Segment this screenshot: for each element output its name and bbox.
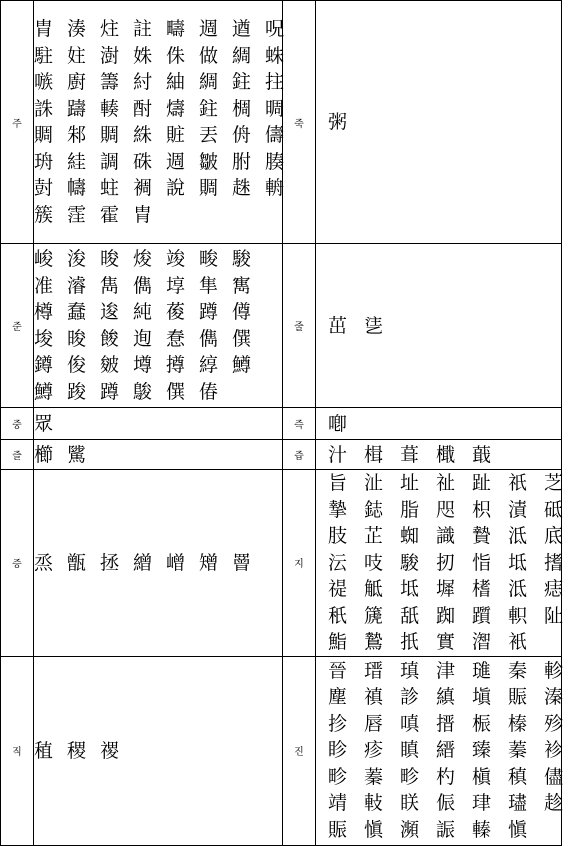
hanja-character: 湊 bbox=[67, 18, 87, 40]
hanja-character: 津 bbox=[436, 659, 456, 682]
hanja-character: 埈 bbox=[34, 327, 54, 350]
hanja-character: 隼 bbox=[199, 274, 219, 297]
hanja-character: 絓 bbox=[67, 150, 87, 173]
hanja-character: 椆 bbox=[232, 97, 252, 120]
hanja-character: 趁 bbox=[544, 792, 564, 815]
hanja-character: 晭 bbox=[265, 97, 285, 120]
hanja-character: 晙 bbox=[100, 248, 120, 270]
hanja-character: 搘 bbox=[544, 551, 564, 574]
hanja-character: 調 bbox=[100, 150, 120, 173]
hanja-character: 喞 bbox=[328, 412, 348, 435]
hanja-character: 沚 bbox=[364, 472, 384, 494]
hanja-character: 惷 bbox=[166, 327, 186, 350]
hanja-character: 臻 bbox=[472, 739, 492, 762]
hanja-line bbox=[34, 412, 282, 436]
hanja-character: 躊 bbox=[67, 97, 87, 120]
hanja-line bbox=[328, 603, 564, 630]
hanja-character: 脂 bbox=[400, 498, 420, 521]
hanja-character: 週 bbox=[166, 150, 186, 173]
hanja-character: 瑱 bbox=[400, 659, 420, 682]
hanja-characters-cell bbox=[34, 656, 283, 845]
hanja-character: 賙 bbox=[34, 124, 54, 146]
hanja-character: 週 bbox=[199, 18, 219, 40]
hanja-character: 邾 bbox=[67, 124, 87, 146]
hanja-character: 璶 bbox=[508, 792, 528, 815]
hanja-character: 紂 bbox=[133, 71, 153, 93]
hanja-character: 蛀 bbox=[100, 177, 120, 199]
hanja-character: 逡 bbox=[100, 301, 120, 323]
hanja-character: 粥 bbox=[328, 111, 348, 133]
hanja-character: 尌 bbox=[34, 177, 54, 199]
hanja-character: 嗾 bbox=[34, 71, 54, 93]
reading-syllable-cell: 직 bbox=[1, 656, 34, 845]
hanja-character: 蓁 bbox=[508, 739, 528, 762]
hanja-character: 純 bbox=[133, 301, 153, 323]
hanja-line bbox=[328, 576, 564, 603]
hanja-characters-cell bbox=[316, 470, 562, 657]
hanja-character: 觝 bbox=[364, 578, 384, 600]
hanja-character: 胕 bbox=[232, 150, 252, 173]
hanja-character: 枳 bbox=[472, 498, 492, 521]
table-row bbox=[1, 244, 562, 408]
hanja-character: 侜 bbox=[232, 124, 252, 146]
hanja-character: 葺 bbox=[400, 443, 420, 466]
hanja-character: 珒 bbox=[472, 792, 492, 815]
hanja-character: 峻 bbox=[34, 248, 54, 270]
reading-syllable-cell: 즙 bbox=[283, 440, 316, 470]
hanja-line bbox=[328, 711, 564, 738]
hanja-line bbox=[328, 629, 561, 656]
hanja-character: 櫛 bbox=[34, 443, 54, 466]
hanja-character: 恉 bbox=[472, 551, 492, 574]
hanja-character: 賑 bbox=[508, 686, 528, 709]
hanja-character: 簇 bbox=[34, 203, 54, 226]
hanja-character: 遒 bbox=[232, 18, 252, 40]
reading-syllable-cell: 진 bbox=[283, 656, 316, 845]
hanja-character: 畛 bbox=[328, 765, 348, 788]
reading-syllable-cell: 즐 bbox=[1, 440, 34, 470]
hanja-character: 扺 bbox=[400, 631, 420, 653]
hanja-line bbox=[34, 96, 285, 123]
hanja-character: 說 bbox=[166, 177, 186, 199]
hanja-character: 塵 bbox=[328, 686, 348, 709]
hanja-character: 註 bbox=[133, 18, 153, 40]
hanja-character: 侏 bbox=[166, 44, 186, 67]
hanja-line bbox=[34, 69, 285, 96]
hanja-line bbox=[34, 443, 282, 467]
hanja-character: 桭 bbox=[472, 712, 492, 735]
hanja-character: 罾 bbox=[232, 551, 252, 574]
hanja-character: 竣 bbox=[166, 248, 186, 270]
hanja-characters-cell bbox=[316, 408, 562, 440]
hanja-character: 瀕 bbox=[400, 818, 420, 841]
hanja-line bbox=[34, 175, 285, 202]
hanja-character: 焌 bbox=[133, 248, 153, 270]
hanja-character: 鋕 bbox=[364, 498, 384, 521]
hanja-character: 秦 bbox=[508, 659, 528, 682]
hanja-character: 妵 bbox=[67, 44, 87, 67]
hanja-line bbox=[328, 497, 564, 524]
hanja-character: 輈 bbox=[265, 177, 285, 199]
hanja-character: 瞋 bbox=[400, 739, 420, 762]
hanja-character: 澍 bbox=[100, 44, 120, 67]
hanja-character: 餕 bbox=[100, 327, 120, 350]
hanja-character: 坻 bbox=[508, 551, 528, 574]
hanja-line bbox=[328, 790, 564, 817]
hanja-character: 軹 bbox=[508, 604, 528, 627]
hanja-character: 縉 bbox=[436, 739, 456, 762]
hanja-line bbox=[328, 470, 564, 497]
hanja-character: 杓 bbox=[436, 765, 456, 788]
hanja-character: 浚 bbox=[67, 248, 87, 270]
hanja-character: 芝 bbox=[544, 472, 564, 494]
hanja-characters-cell bbox=[34, 440, 283, 470]
hanja-character: 僔 bbox=[232, 301, 252, 323]
hanja-character: 姝 bbox=[133, 44, 153, 67]
hanja-character: 軫 bbox=[544, 659, 564, 682]
hanja-character: 眕 bbox=[328, 739, 348, 762]
hanja-character: 稙 bbox=[34, 739, 54, 762]
hanja-character: 坻 bbox=[400, 578, 420, 600]
reading-syllable-cell: 즉 bbox=[283, 408, 316, 440]
hanja-characters-cell bbox=[316, 656, 562, 845]
hanja-character: 僎 bbox=[232, 327, 252, 350]
hanja-line bbox=[34, 149, 285, 176]
hanja-character: 蜘 bbox=[400, 525, 420, 547]
hanja-character: 實 bbox=[436, 631, 456, 653]
hanja-character: 檝 bbox=[436, 443, 456, 466]
hanja-character: 騭 bbox=[67, 443, 87, 466]
hanja-character: 扨 bbox=[436, 551, 456, 574]
reading-syllable-cell: 증 bbox=[1, 470, 34, 657]
reading-syllable-cell: 준 bbox=[1, 244, 34, 408]
hanja-character: 綢 bbox=[232, 44, 252, 67]
hanja-line bbox=[328, 443, 561, 467]
hanja-character: 榛 bbox=[508, 712, 528, 735]
hanja-character: 迿 bbox=[133, 327, 153, 350]
hanja-characters-cell bbox=[316, 1, 562, 244]
hanja-character: 祇 bbox=[508, 472, 528, 494]
hanja-line bbox=[34, 16, 285, 43]
hanja-character: 綢 bbox=[199, 71, 219, 93]
hanja-character: 鐏 bbox=[34, 354, 54, 376]
hanja-characters-cell bbox=[34, 470, 283, 657]
hanja-characters-cell bbox=[34, 408, 283, 440]
hanja-character: 縝 bbox=[436, 686, 456, 709]
hanja-character: 鉒 bbox=[232, 71, 252, 93]
hanja-character: 轃 bbox=[472, 818, 492, 841]
reading-syllable-cell: 지 bbox=[283, 470, 316, 657]
hanja-character: 矰 bbox=[199, 551, 219, 574]
hanja-character: 肢 bbox=[328, 525, 348, 547]
hanja-character: 畯 bbox=[199, 248, 219, 270]
hanja-character: 綧 bbox=[199, 354, 219, 376]
hanja-character: 僎 bbox=[166, 380, 186, 403]
hanja-character: 秖 bbox=[328, 604, 348, 627]
hanja-character: 舐 bbox=[400, 604, 420, 627]
hanja-character: 茁 bbox=[328, 314, 348, 337]
hanja-character: 眾 bbox=[34, 412, 54, 435]
hanja-line bbox=[34, 326, 282, 353]
hanja-character: 躓 bbox=[472, 604, 492, 627]
hanja-character: 誫 bbox=[436, 818, 456, 841]
table-row bbox=[1, 440, 562, 470]
hanja-character: 寯 bbox=[232, 274, 252, 297]
hanja-character: 痣 bbox=[544, 578, 564, 600]
hanja-character: 幬 bbox=[67, 177, 87, 199]
hanja-character: 楫 bbox=[364, 443, 384, 466]
table-row bbox=[1, 656, 562, 845]
hanja-character: 殄 bbox=[544, 712, 564, 735]
table-body bbox=[1, 1, 562, 846]
hanja-character: 侲 bbox=[436, 792, 456, 815]
hanja-character: 葰 bbox=[166, 301, 186, 323]
hanja-character: 拯 bbox=[100, 551, 120, 574]
hanja-line bbox=[328, 684, 564, 711]
hanja-character: 霍 bbox=[100, 203, 120, 226]
hanja-character: 愼 bbox=[508, 818, 528, 841]
hanja-character: 紬 bbox=[166, 71, 186, 93]
hanja-line bbox=[328, 314, 561, 338]
hanja-character: 准 bbox=[34, 274, 54, 297]
hanja-character: 拄 bbox=[265, 71, 285, 93]
hanja-character: 摯 bbox=[328, 498, 348, 521]
hanja-character: 丟 bbox=[199, 124, 219, 146]
hanja-character: 鵔 bbox=[133, 380, 153, 403]
hanja-character: 繒 bbox=[133, 551, 153, 574]
hanja-line bbox=[328, 764, 564, 791]
hanja-character: 雋 bbox=[100, 274, 120, 297]
hanja-character: 抮 bbox=[328, 712, 348, 735]
hanja-character: 晙 bbox=[67, 327, 87, 350]
hanja-character: 靖 bbox=[328, 792, 348, 815]
hanja-character: 贄 bbox=[472, 525, 492, 547]
hanja-character: 駿 bbox=[232, 248, 252, 270]
hanja-character: 皺 bbox=[199, 150, 219, 173]
hanja-character: 廚 bbox=[67, 71, 87, 93]
hanja-character: 榰 bbox=[472, 578, 492, 600]
hanja-character: 鱒 bbox=[232, 354, 252, 376]
hanja-character: 賑 bbox=[328, 818, 348, 841]
hanja-character: 沄 bbox=[328, 551, 348, 574]
hanja-character: 胄 bbox=[133, 203, 153, 226]
hanja-character: 樽 bbox=[34, 301, 54, 323]
hanja-character: 儁 bbox=[133, 274, 153, 297]
hanja-line bbox=[328, 550, 564, 577]
reading-syllable-cell: 줄 bbox=[283, 244, 316, 408]
hanja-character: 鱒 bbox=[34, 380, 54, 403]
hanja-character: 稹 bbox=[508, 765, 528, 788]
hanja-character: 璡 bbox=[472, 659, 492, 682]
hanja-character: 瑨 bbox=[364, 659, 384, 682]
hanja-character: 趾 bbox=[472, 472, 492, 494]
hanja-characters-cell bbox=[34, 1, 283, 244]
hanja-character: 底 bbox=[544, 525, 564, 547]
hanja-character: 埻 bbox=[166, 274, 186, 297]
hanja-character: 禛 bbox=[364, 686, 384, 709]
hanja-character: 蹲 bbox=[100, 380, 120, 403]
hanja-character: 吱 bbox=[364, 551, 384, 574]
hanja-character: 籌 bbox=[100, 71, 120, 93]
hanja-character: 踟 bbox=[436, 604, 456, 627]
hanja-character: 鷙 bbox=[364, 631, 384, 653]
reading-syllable-cell: 중 bbox=[1, 408, 34, 440]
hanja-character: 愼 bbox=[364, 818, 384, 841]
hanja-character: 嶒 bbox=[166, 551, 186, 574]
hanja-character: 皴 bbox=[100, 354, 120, 376]
hanja-character: 疇 bbox=[166, 18, 186, 40]
hanja-character: 疹 bbox=[364, 739, 384, 762]
hanja-character: 芷 bbox=[364, 525, 384, 547]
hanja-character: 軙 bbox=[364, 792, 384, 815]
hanja-character: 胄 bbox=[34, 18, 54, 40]
hanja-character: 鮨 bbox=[328, 631, 348, 653]
hanja-character: 濬 bbox=[67, 274, 87, 297]
hanja-character: 賙 bbox=[199, 177, 219, 199]
hanja-character: 駿 bbox=[400, 551, 420, 574]
hanja-character: 咫 bbox=[436, 498, 456, 521]
hanja-character: 撙 bbox=[166, 354, 186, 376]
hanja-character: 溱 bbox=[544, 686, 564, 709]
reading-syllable-cell: 죽 bbox=[283, 1, 316, 244]
hanja-character: 識 bbox=[436, 525, 456, 547]
hanja-character: 砥 bbox=[544, 498, 564, 521]
hanja-character: 蠢 bbox=[67, 301, 87, 323]
hanja-line bbox=[34, 739, 282, 763]
hanja-character: 儁 bbox=[199, 327, 219, 350]
hanja-characters-cell bbox=[316, 440, 562, 470]
hanja-line bbox=[328, 412, 561, 436]
hanja-line bbox=[328, 658, 564, 685]
hanja-character: 蹲 bbox=[199, 301, 219, 323]
hanja-character: 誅 bbox=[34, 97, 54, 120]
hanja-character: 酎 bbox=[133, 97, 153, 120]
hanja-line bbox=[34, 202, 282, 229]
hanja-character: 做 bbox=[199, 44, 219, 67]
hanja-characters-cell bbox=[34, 244, 283, 408]
hanja-character: 漬 bbox=[508, 498, 528, 521]
hanja-character: 墫 bbox=[133, 354, 153, 376]
hanja-character: 衹 bbox=[508, 631, 528, 653]
hanja-character: 篪 bbox=[364, 604, 384, 627]
table-row bbox=[1, 1, 562, 244]
hanja-character: 畛 bbox=[400, 765, 420, 788]
hanja-character: 呪 bbox=[265, 18, 285, 40]
hanja-character: 泜 bbox=[508, 578, 528, 600]
hanja-character: 墀 bbox=[436, 578, 456, 600]
hanja-line bbox=[34, 551, 282, 575]
hanja-character: 乼 bbox=[364, 314, 384, 337]
hanja-character: 腠 bbox=[265, 150, 285, 173]
hanja-character: 絑 bbox=[133, 124, 153, 146]
hanja-character: 輳 bbox=[100, 97, 120, 120]
hanja-character: 址 bbox=[400, 472, 420, 494]
hanja-character: 珘 bbox=[34, 150, 54, 173]
hanja-line bbox=[34, 352, 282, 379]
hanja-character: 甑 bbox=[67, 551, 87, 574]
hanja-character: 鉒 bbox=[199, 97, 219, 120]
hanja-character: 稷 bbox=[67, 739, 87, 762]
reading-syllable-cell: 주 bbox=[1, 1, 34, 244]
hanja-line bbox=[34, 122, 285, 149]
table-row bbox=[1, 408, 562, 440]
hanja-character: 旨 bbox=[328, 472, 348, 494]
hanja-character: 唇 bbox=[364, 712, 384, 735]
hanja-character: 禔 bbox=[328, 578, 348, 600]
hanja-character: 祉 bbox=[436, 472, 456, 494]
hanja-character: 駐 bbox=[34, 44, 54, 67]
hanja-character: 禝 bbox=[100, 739, 120, 762]
hanja-character: 塡 bbox=[472, 686, 492, 709]
hanja-line bbox=[34, 246, 282, 273]
hanja-character: 霔 bbox=[67, 203, 87, 226]
hanja-line bbox=[328, 523, 564, 550]
hanja-line bbox=[328, 110, 561, 134]
hanja-character: 硃 bbox=[133, 150, 153, 173]
hanja-character: 賍 bbox=[166, 124, 186, 146]
hanja-character: 炷 bbox=[100, 18, 120, 40]
hanja-line bbox=[34, 43, 285, 70]
hanja-character: 踆 bbox=[67, 380, 87, 403]
hanja-character: 偆 bbox=[199, 380, 219, 403]
hanja-line bbox=[328, 817, 561, 844]
hanja-character: 蕺 bbox=[472, 443, 492, 466]
hanja-character: 嗔 bbox=[400, 712, 420, 735]
hanja-character: 診 bbox=[400, 686, 420, 709]
hanja-character: 潪 bbox=[472, 631, 492, 653]
hanja-character: 裯 bbox=[133, 177, 153, 199]
hanja-character: 阯 bbox=[544, 604, 564, 627]
hanja-characters-cell bbox=[316, 244, 562, 408]
hanja-character: 晉 bbox=[328, 659, 348, 682]
hanja-character: 儘 bbox=[544, 765, 564, 788]
hanja-character: 烝 bbox=[34, 551, 54, 574]
hanja-character: 搢 bbox=[436, 712, 456, 735]
hanja-character: 趎 bbox=[232, 177, 252, 199]
hanja-line bbox=[34, 299, 282, 326]
hanja-character: 袗 bbox=[544, 739, 564, 762]
hanja-character: 汁 bbox=[328, 443, 348, 466]
hanja-line bbox=[34, 379, 282, 406]
hanja-character: 蛛 bbox=[265, 44, 285, 67]
hanja-line bbox=[34, 273, 282, 300]
hanja-character: 眹 bbox=[400, 792, 420, 815]
hanja-character: 賙 bbox=[100, 124, 120, 146]
hanja-line bbox=[328, 737, 564, 764]
hanja-character: 泜 bbox=[508, 525, 528, 547]
hanja-character: 蓁 bbox=[364, 765, 384, 788]
hanja-character: 燽 bbox=[166, 97, 186, 120]
hanja-character: 俊 bbox=[67, 354, 87, 376]
hanja-character: 槇 bbox=[472, 765, 492, 788]
table-row bbox=[1, 470, 562, 657]
hanja-character: 儔 bbox=[265, 124, 285, 146]
